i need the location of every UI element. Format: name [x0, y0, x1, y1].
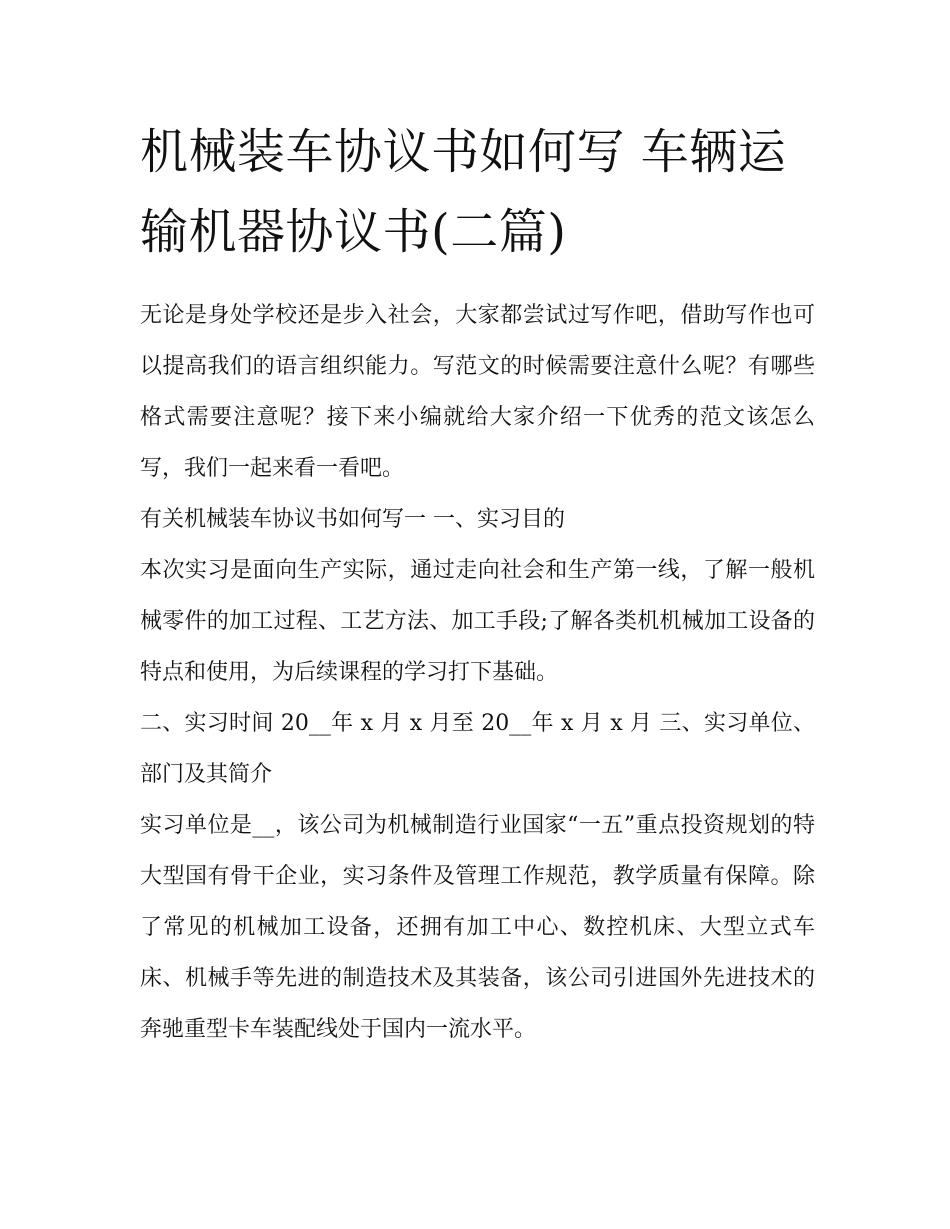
time-and-unit-heading: 二、实习时间 20__年 x 月 x 月至 20__年 x 月 x 月 三、实习单位、部门及其简介 [140, 711, 815, 787]
purpose-paragraph: 本次实习是面向生产实际，通过走向社会和生产第一线，了解一般机械零件的加工过程、工艺方法、加工手段;了解各类机机械加工设备的特点和使用，为后续课程的学习打下基础。 [140, 558, 815, 685]
document-page [140, 112, 815, 1055]
unit-description-paragraph: 实习单位是__，该公司为机械制造行业国家“一五”重点投资规划的特大型国有骨干企业，实习条件及管理工作规范，教学质量有保障。除了常见的机械加工设备，还拥有加工中心、数控机床、大型立式车床、机械手等先进的制造技术及其装备，该公司引进国外先进技术的奔驰重型卡车装配线处于国内一流水平。 [140, 813, 815, 1042]
intro-paragraph: 无论是身处学校还是步入社会，大家都尝试过写作吧，借助写作也可以提高我们的语言组织能力。写范文的时候需要注意什么呢？有哪些格式需要注意呢？接下来小编就给大家介绍一下优秀的范文该怎么写，我们一起来看一看吧。 [140, 303, 815, 481]
document-body [140, 290, 815, 1055]
section-heading-purpose: 有关机械装车协议书如何写一 一、实习目的 [140, 507, 565, 532]
document-title: 机械装车协议书如何写 车辆运输机器协议书(二篇) [140, 124, 787, 260]
